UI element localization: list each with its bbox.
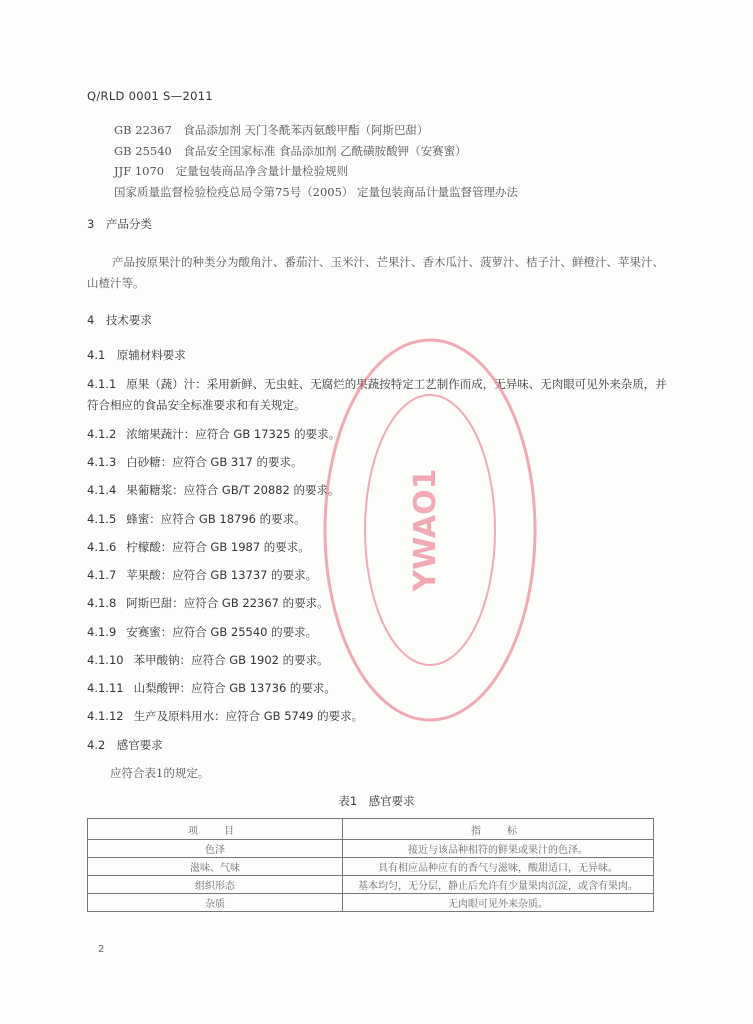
table-cell: 具有相应品种应有的香气与滋味，酸甜适口，无异味。 [343, 858, 654, 876]
clause-text: 苹果酸：应符合 GB 13737 的要求。 [126, 568, 318, 582]
clause-4-1-3 [87, 452, 667, 473]
normative-references [114, 120, 518, 202]
clause-number: 4.1.9 [87, 625, 117, 639]
standard-number: Q/RLD 0001 S—2011 [87, 89, 213, 103]
clause-4-1-4 [87, 480, 667, 501]
clause-text: 浓缩果蔬汁：应符合 GB 17325 的要求。 [126, 427, 341, 441]
clause-text: 苯甲酸钠：应符合 GB 1902 的要求。 [133, 653, 329, 667]
clause-text: 白砂糖：应符合 GB 317 的要求。 [126, 455, 303, 469]
reference-item: 国家质量监督检验检疫总局令第75号（2005） 定量包装商品计量监督管理办法 [114, 184, 519, 199]
clause-text: 蜂蜜：应符合 GB 18796 的要求。 [126, 512, 306, 526]
section-3-text: 产品按原果汁的种类分为酸角汁、番茄汁、玉米汁、芒果汁、香木瓜汁、菠萝汁、桔子汁、鲜橙汁、苹果汁、山楂汁等。 [87, 255, 664, 290]
clause-4-1-8 [87, 593, 667, 614]
reference-item: GB 22367 食品添加剂 天门冬酰苯丙氨酸甲酯（阿斯巴甜） [114, 123, 429, 137]
table-row [88, 876, 654, 894]
clause-number: 4.1.7 [87, 568, 117, 582]
column-header-item: 项 目 [88, 819, 343, 840]
clause-4-1-2 [87, 424, 667, 445]
table-row [88, 894, 654, 912]
table-header-row [88, 819, 654, 840]
clause-4-1-6 [87, 537, 667, 558]
page-number: 2 [98, 944, 105, 955]
table-row [88, 858, 654, 876]
section-4-heading: 4 技术要求 [87, 313, 152, 327]
clause-number: 4.1.10 [87, 653, 124, 667]
table-cell: 杂质 [88, 894, 343, 912]
table-cell: 无肉眼可见外来杂质。 [343, 894, 654, 912]
clause-number: 4.1.5 [87, 512, 117, 526]
clause-number: 4.1.3 [87, 455, 117, 469]
sensory-requirements-table [87, 818, 654, 912]
table-cell: 滋味、气味 [88, 858, 343, 876]
clause-4-1-11 [87, 678, 667, 699]
clause-number: 4.1.6 [87, 540, 117, 554]
clause-4-1-12 [87, 706, 667, 727]
section-4-2-heading: 4.2 感官要求 [87, 738, 163, 752]
clause-number: 4.1.12 [87, 709, 124, 723]
table-caption: 表1 感官要求 [338, 794, 415, 808]
section-3-heading: 3 产品分类 [87, 217, 152, 231]
table-cell: 组织形态 [88, 876, 343, 894]
clause-4-1-5 [87, 509, 667, 530]
seal-text: YWAO1 [408, 468, 443, 592]
clause-text: 山梨酸钾：应符合 GB 13736 的要求。 [133, 681, 336, 695]
clause-4-1-1 [87, 374, 667, 416]
clause-number: 4.1.1 [87, 377, 117, 391]
clause-4-1-10 [87, 650, 667, 671]
clause-text: 阿斯巴甜：应符合 GB 22367 的要求。 [126, 596, 329, 610]
column-header-indicator: 指 标 [343, 819, 654, 840]
table-cell: 接近与该品种相符的鲜果或果汁的色泽。 [343, 840, 654, 858]
clause-text: 果葡糖浆：应符合 GB/T 20882 的要求。 [126, 483, 340, 497]
clause-text: 安赛蜜：应符合 GB 25540 的要求。 [126, 625, 318, 639]
table-cell: 色泽 [88, 840, 343, 858]
clause-4-1-9 [87, 622, 667, 643]
clause-text: 原果（蔬）汁：采用新鲜、无虫蛀、无腐烂的果蔬按特定工艺制作而成，无异味、无肉眼可见外来杂质，并符合相应的食品安全标准要求和有关规定。 [87, 377, 667, 412]
reference-item: JJF 1070 定量包装商品净含量计量检验规则 [114, 164, 349, 178]
table-row [88, 840, 654, 858]
clause-number: 4.1.8 [87, 596, 117, 610]
section-4-2-text: 应符合表1的规定。 [110, 766, 210, 780]
section-4-1-heading: 4.1 原辅材料要求 [87, 348, 186, 362]
table-cell: 基本均匀，无分层，静止后允许有少量果肉沉淀，或含有果肉。 [343, 876, 654, 894]
clause-number: 4.1.2 [87, 427, 117, 441]
clause-4-1-7 [87, 565, 667, 586]
clause-number: 4.1.11 [87, 681, 124, 695]
clause-number: 4.1.4 [87, 483, 117, 497]
clause-text: 生产及原料用水：应符合 GB 5749 的要求。 [133, 709, 364, 723]
reference-item: GB 25540 食品安全国家标准 食品添加剂 乙酰磺胺酸钾（安赛蜜） [114, 143, 467, 158]
clause-text: 柠檬酸：应符合 GB 1987 的要求。 [126, 540, 310, 554]
